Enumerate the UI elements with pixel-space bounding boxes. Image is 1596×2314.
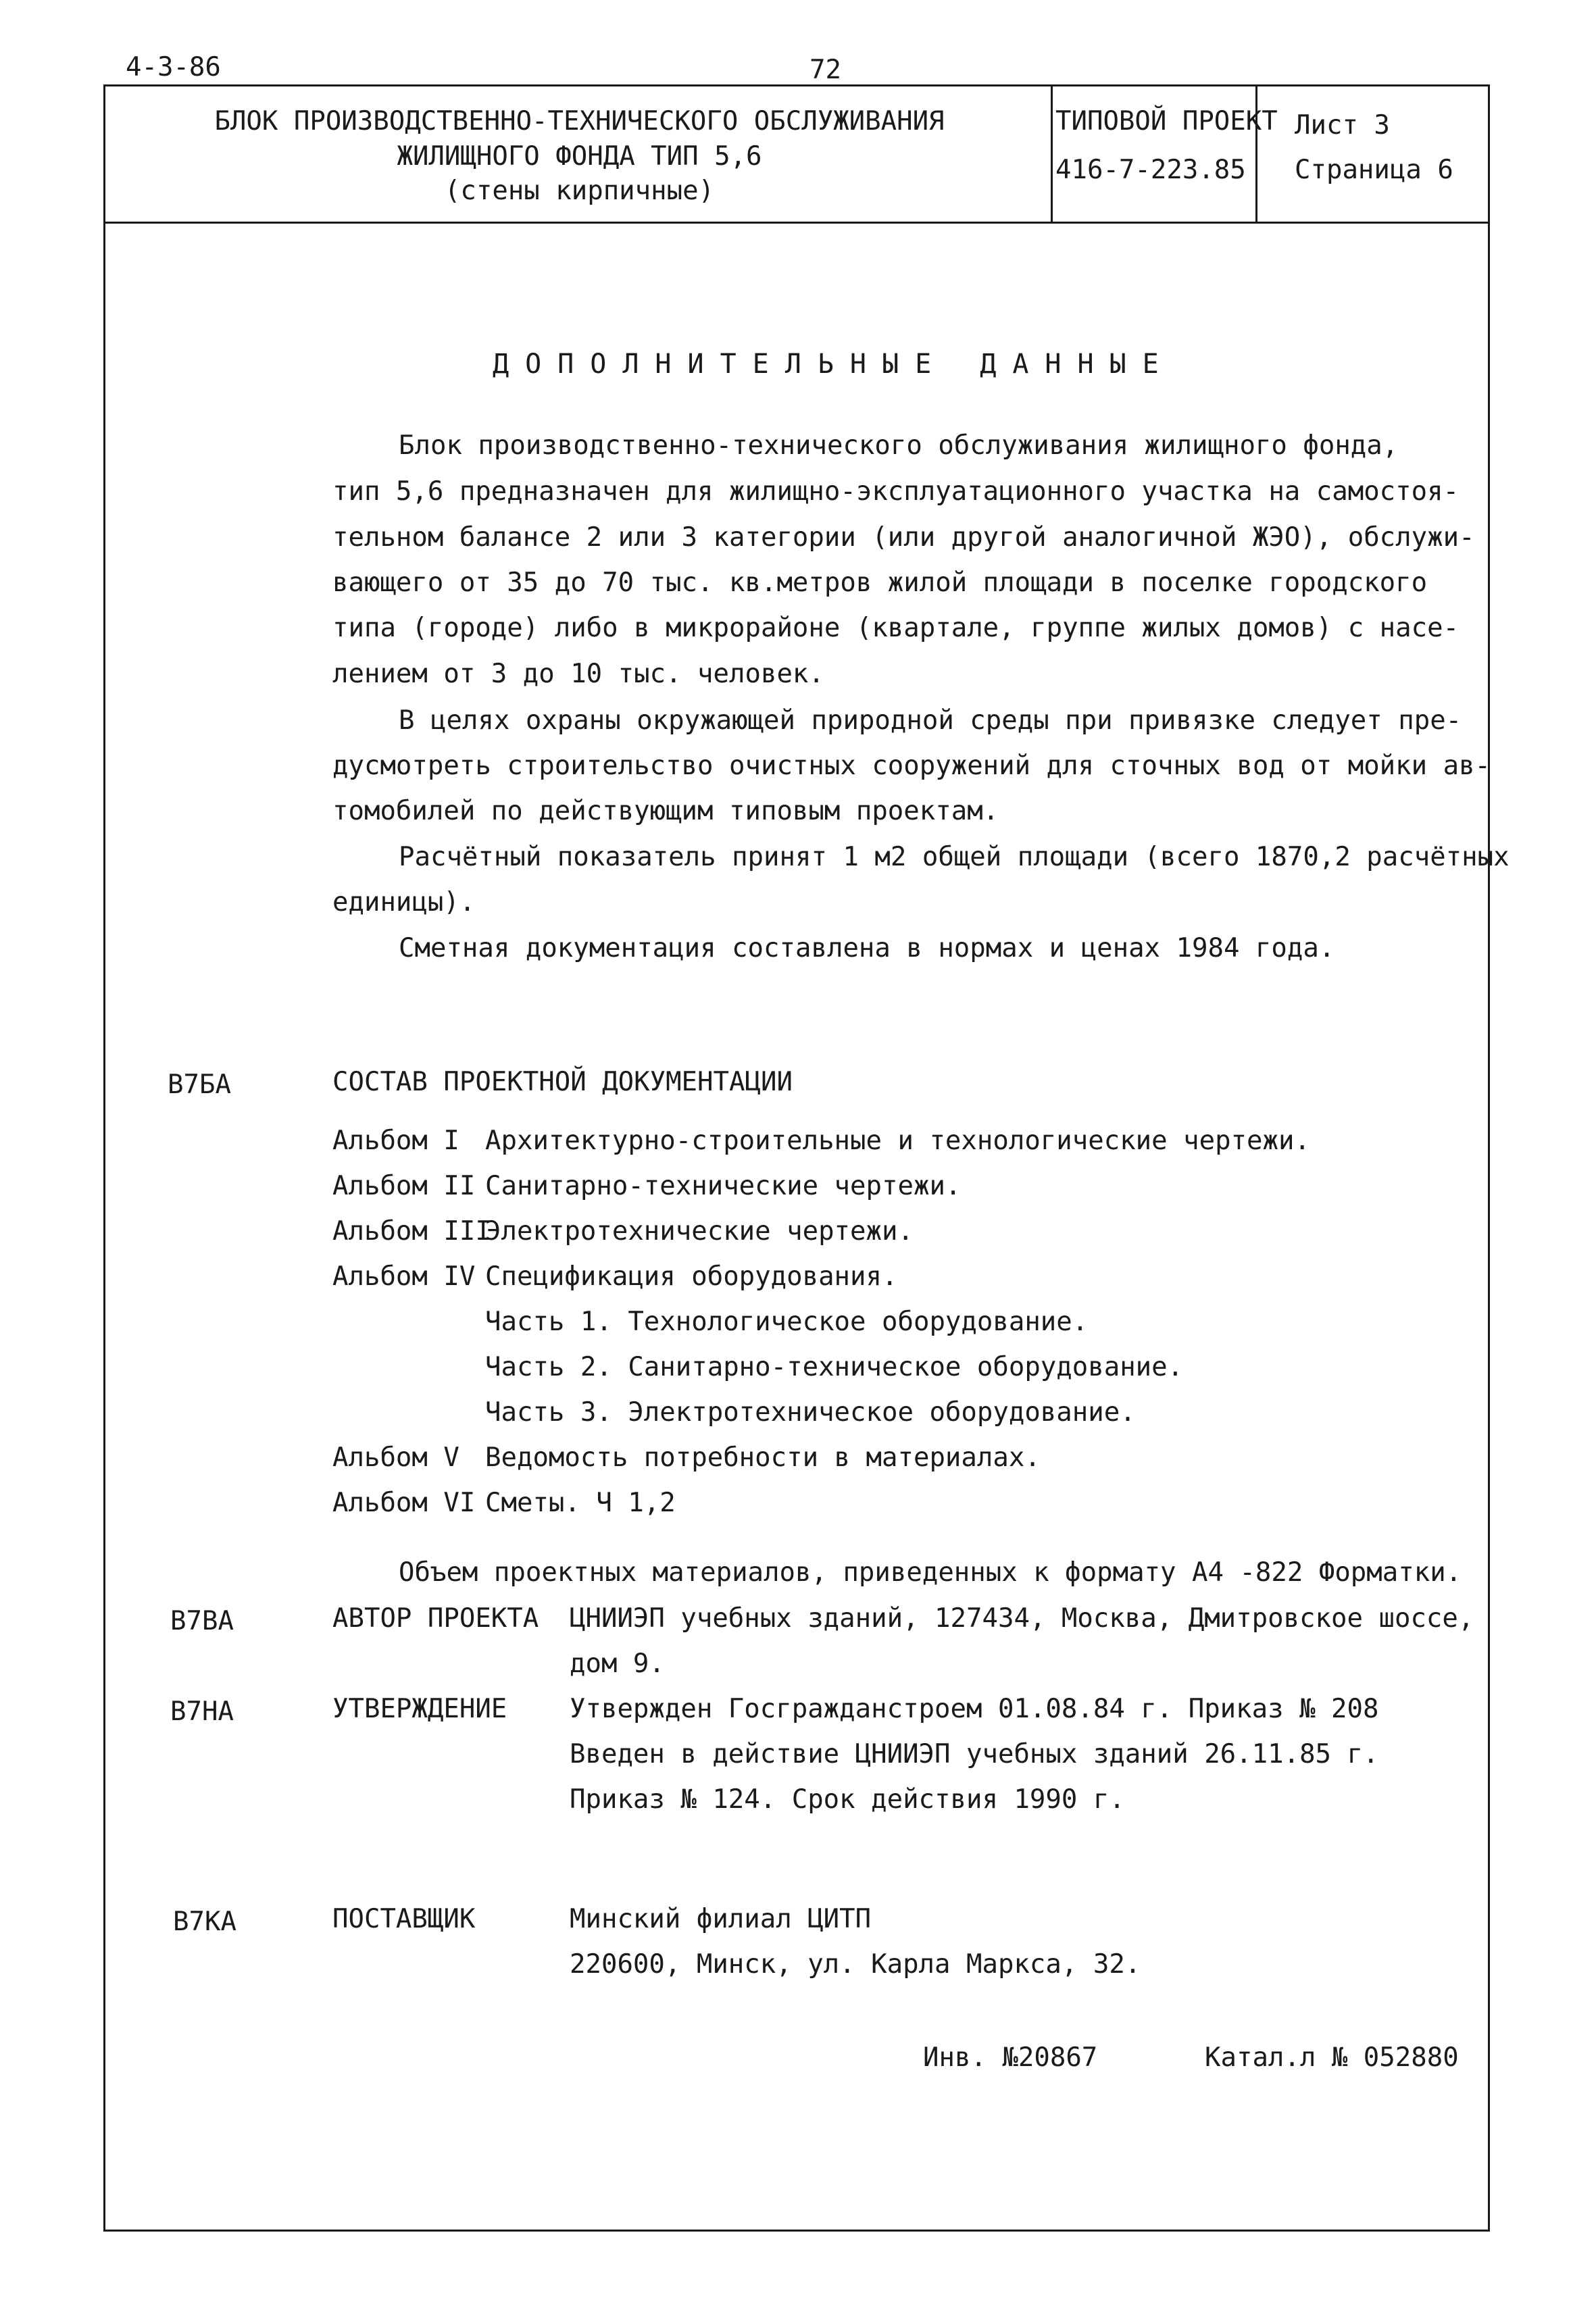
sheet-number: Лист 3: [1295, 110, 1390, 141]
approval-label: УТВЕРЖДЕНИЕ: [332, 1694, 507, 1724]
album-text: Санитарно-технические чертежи.: [485, 1171, 962, 1201]
text-line: типа (городе) либо в микрорайоне (квартале, группе жилых домов) с насе-: [332, 613, 1460, 643]
composition-code: В7БА: [168, 1070, 231, 1100]
album-part: Часть 3. Электротехническое оборудование.: [485, 1397, 1136, 1428]
text-line: Блок производственно-технического обслуживания жилищного фонда,: [399, 430, 1399, 461]
album-part: Часть 1. Технологическое оборудование.: [485, 1307, 1089, 1337]
author-line-1: ЦНИИЭП учебных зданий, 127434, Москва, Дмитровское шоссе,: [570, 1603, 1474, 1634]
header-divider: [103, 222, 1490, 224]
text-line: тельном балансе 2 или 3 категории (или другой аналогичной ЖЭО), обслужи-: [332, 522, 1475, 553]
approval-line-3: Приказ № 124. Срок действия 1990 г.: [570, 1784, 1125, 1815]
text-line: вающего от 35 до 70 тыс. кв.метров жилой площади в поселке городского: [332, 568, 1428, 598]
album-label: Альбом III: [332, 1216, 491, 1247]
composition-title: СОСТАВ ПРОЕКТНОЙ ДОКУМЕНТАЦИИ: [332, 1067, 793, 1097]
album-text: Спецификация оборудования.: [485, 1261, 898, 1292]
supplier-code: В7КА: [173, 1907, 236, 1937]
album-part: Часть 2. Санитарно-техническое оборудование.: [485, 1352, 1184, 1382]
author-line-2: дом 9.: [570, 1649, 665, 1679]
title-line-3: (стены кирпичные): [444, 176, 715, 206]
text-line: дусмотреть строительство очистных сооружений для сточных вод от мойки ав-: [332, 751, 1491, 781]
album-label: Альбом IV: [332, 1261, 476, 1292]
page-index: Страница 6: [1295, 155, 1453, 185]
paragraph-estimate: Сметная документация составлена в нормах и ценах 1984 года.: [399, 933, 1335, 963]
volume-note: Объем проектных материалов, приведенных к формату А4 -822 Форматки.: [399, 1557, 1462, 1588]
title-line-2: ЖИЛИЩНОГО ФОНДА ТИП 5,6: [397, 141, 762, 172]
document-code: 4-3-86: [126, 52, 221, 82]
supplier-line-2: 220600, Минск, ул. Карла Маркса, 32.: [570, 1949, 1141, 1980]
page-number: 72: [809, 55, 841, 85]
album-label: Альбом VI: [332, 1488, 476, 1518]
album-label: Альбом I: [332, 1126, 459, 1156]
project-number: 416-7-223.85: [1055, 155, 1246, 185]
project-label: ТИПОВОЙ ПРОЕКТ: [1055, 106, 1278, 136]
album-text: Сметы. Ч 1,2: [485, 1488, 676, 1518]
text-line: тип 5,6 предназначен для жилищно-эксплуатационного участка на самостоя-: [332, 476, 1460, 507]
album-text: Электротехнические чертежи.: [485, 1216, 914, 1247]
text-line: Расчётный показатель принят 1 м2 общей площади (всего 1870,2 расчётных: [399, 842, 1510, 872]
approval-code: В7НА: [170, 1696, 234, 1727]
supplier-label: ПОСТАВЩИК: [332, 1904, 476, 1934]
catalog-number: Катал.л № 052880: [1205, 2042, 1459, 2073]
approval-line-1: Утвержден Госгражданстроем 01.08.84 г. Приказ № 208: [570, 1694, 1379, 1724]
text-line: единицы).: [332, 887, 476, 917]
album-text: Ведомость потребности в материалах.: [485, 1442, 1041, 1473]
supplier-line-1: Минский филиал ЦИТП: [570, 1904, 872, 1934]
text-line: В целях охраны окружающей природной среды при привязке следует пре-: [399, 705, 1462, 736]
header-divider-right: [1255, 84, 1257, 223]
text-line: лением от 3 до 10 тыс. человек.: [332, 659, 824, 689]
author-code: В7ВА: [170, 1606, 234, 1636]
album-label: Альбом II: [332, 1171, 476, 1201]
text-line: томобилей по действующим типовым проектам.: [332, 796, 999, 826]
approval-line-2: Введен в действие ЦНИИЭП учебных зданий 26.11.85 г.: [570, 1739, 1379, 1769]
inventory-number: Инв. №20867: [923, 2042, 1098, 2073]
section-title: ДОПОЛНИТЕЛЬНЫЕ ДАННЫЕ: [493, 349, 1175, 380]
title-line-1: БЛОК ПРОИЗВОДСТВЕННО-ТЕХНИЧЕСКОГО ОБСЛУЖИВАНИЯ: [214, 106, 945, 136]
album-text: Архитектурно-строительные и технологические чертежи.: [485, 1126, 1310, 1156]
album-label: Альбом V: [332, 1442, 459, 1473]
author-label: АВТОР ПРОЕКТА: [332, 1603, 539, 1634]
header-divider-left: [1051, 84, 1053, 223]
